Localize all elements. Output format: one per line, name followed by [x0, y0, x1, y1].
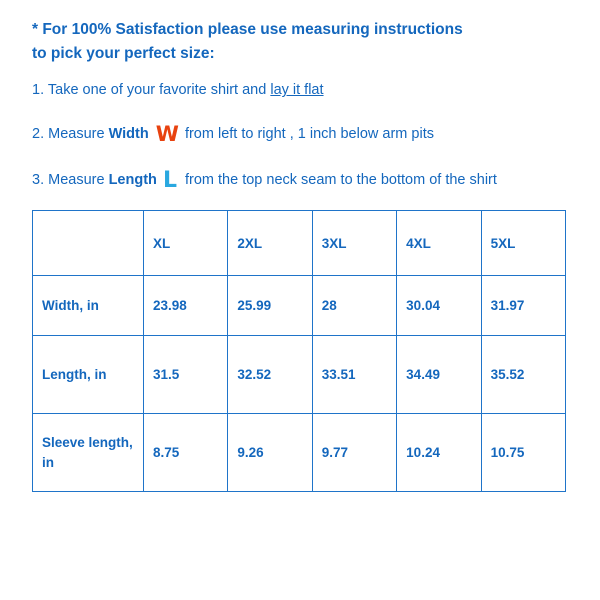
- length-marker-icon: L: [162, 168, 177, 194]
- cell-width-5xl: 31.97: [481, 276, 565, 336]
- step-2-keyword: Width: [108, 125, 149, 142]
- cell-sleeve-4xl: 10.24: [397, 414, 481, 492]
- cell-length-xl: 31.5: [144, 336, 228, 414]
- headline-line-2: to pick your perfect size:: [32, 45, 215, 63]
- row-label-width: Width, in: [33, 276, 144, 336]
- step-3-text-before: Measure: [48, 172, 105, 189]
- cell-width-2xl: 25.99: [228, 276, 312, 336]
- column-header-4xl: 4XL: [397, 211, 481, 276]
- cell-sleeve-2xl: 9.26: [228, 414, 312, 492]
- step-2-text-before: Measure: [48, 125, 105, 142]
- width-marker-icon: W: [155, 121, 178, 146]
- headline-line-1: * For 100% Satisfaction please use measuring instructions: [32, 21, 463, 38]
- step-1-underlined-text: lay it flat: [270, 82, 324, 99]
- instruction-step-2: [32, 116, 572, 148]
- table-row: [33, 414, 566, 492]
- size-chart-table: [32, 210, 566, 492]
- step-2-number: 2.: [32, 125, 45, 142]
- cell-length-5xl: 35.52: [481, 336, 565, 414]
- step-1-number: 1.: [32, 82, 45, 99]
- cell-length-3xl: 33.51: [312, 336, 396, 414]
- table-row: [33, 336, 566, 414]
- cell-width-xl: 23.98: [144, 276, 228, 336]
- row-label-length: Length, in: [33, 336, 144, 414]
- cell-sleeve-3xl: 9.77: [312, 414, 396, 492]
- column-header-xl: XL: [144, 211, 228, 276]
- cell-width-3xl: 28: [312, 276, 396, 336]
- step-1-text-before: Take one of your favorite shirt and: [47, 82, 267, 99]
- cell-sleeve-5xl: 10.75: [481, 414, 565, 492]
- cell-length-4xl: 34.49: [397, 336, 481, 414]
- table-row: [33, 276, 566, 336]
- instruction-step-3: [32, 161, 572, 194]
- step-3-text-after: from the top neck seam to the bottom of the shirt: [185, 172, 497, 189]
- instruction-list: [32, 80, 572, 194]
- table-header-row: [33, 211, 566, 276]
- cell-sleeve-xl: 8.75: [144, 414, 228, 492]
- column-header-2xl: 2XL: [228, 211, 312, 276]
- column-header-5xl: 5XL: [481, 211, 565, 276]
- cell-length-2xl: 32.52: [228, 336, 312, 414]
- column-header-3xl: 3XL: [312, 211, 396, 276]
- step-3-keyword: Length: [108, 172, 157, 189]
- step-2-text-after: from left to right , 1 inch below arm pits: [184, 125, 434, 142]
- page-title: [32, 18, 572, 66]
- cell-width-4xl: 30.04: [397, 276, 481, 336]
- instruction-step-1: [32, 80, 572, 102]
- table-corner-cell: [33, 211, 144, 276]
- step-3-number: 3.: [32, 172, 45, 189]
- row-label-sleeve-length: Sleeve length, in: [33, 414, 144, 492]
